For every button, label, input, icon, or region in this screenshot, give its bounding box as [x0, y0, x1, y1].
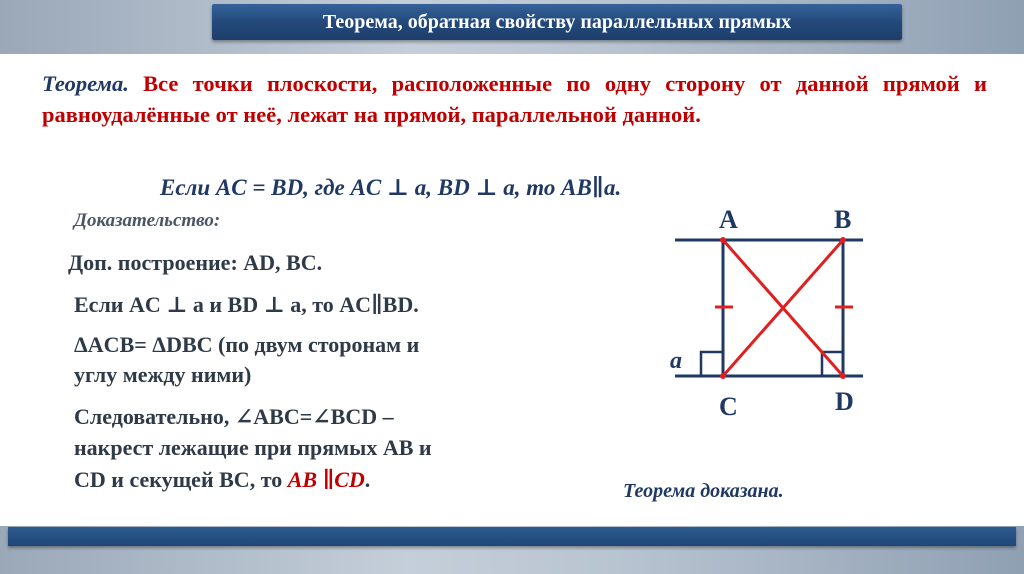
- slide-title: Теорема, обратная свойству параллельных прямых: [322, 11, 792, 33]
- proof-line-7: [74, 465, 370, 495]
- label-c: C: [719, 392, 738, 421]
- right-angle-c: [701, 352, 723, 376]
- proof-result: AB ∥CD: [287, 467, 365, 492]
- title-bar: [212, 4, 902, 40]
- proof-line-7-prefix: CD и секущей BC, то: [74, 467, 288, 492]
- label-d: D: [835, 387, 854, 416]
- footer-bar: [8, 527, 1016, 546]
- theorem-text: Все точки плоскости, расположенные по одну сторону от данной прямой и равноудалённые от неё, лежат на прямой, параллельной данной.: [42, 71, 987, 127]
- proof-line-5: Следовательно, ∠ABC=∠BCD –: [74, 404, 394, 429]
- conclusion-text: Теорема доказана.: [623, 480, 784, 502]
- proof-line-2: Если AC ⊥ a и BD ⊥ a, то AC∥BD.: [74, 292, 419, 317]
- proof-line-7-end: .: [364, 467, 371, 492]
- proof-heading: Доказательство:: [74, 210, 221, 231]
- theorem-condition: Если AC = BD, где AC ⊥ a, BD ⊥ a, то AB∥a.: [160, 175, 622, 200]
- point-b: [840, 237, 846, 243]
- proof-line-3: ΔACB= ΔDBC (по двум сторонам и: [74, 332, 420, 357]
- proof-line-1: Доп. построение: AD, BC.: [68, 250, 323, 275]
- geometry-diagram: [660, 200, 910, 430]
- proof-line-4: углу между ними): [74, 362, 252, 387]
- label-b: B: [834, 205, 852, 234]
- label-a: A: [719, 205, 738, 234]
- proof-line-6: накрест лежащие при прямых AB и: [74, 435, 432, 460]
- theorem-lead: Теорема.: [42, 71, 129, 96]
- point-a: [720, 237, 726, 243]
- label-line-a: a: [670, 348, 682, 374]
- theorem-statement: [42, 68, 987, 130]
- point-c: [720, 373, 726, 379]
- point-d: [840, 373, 846, 379]
